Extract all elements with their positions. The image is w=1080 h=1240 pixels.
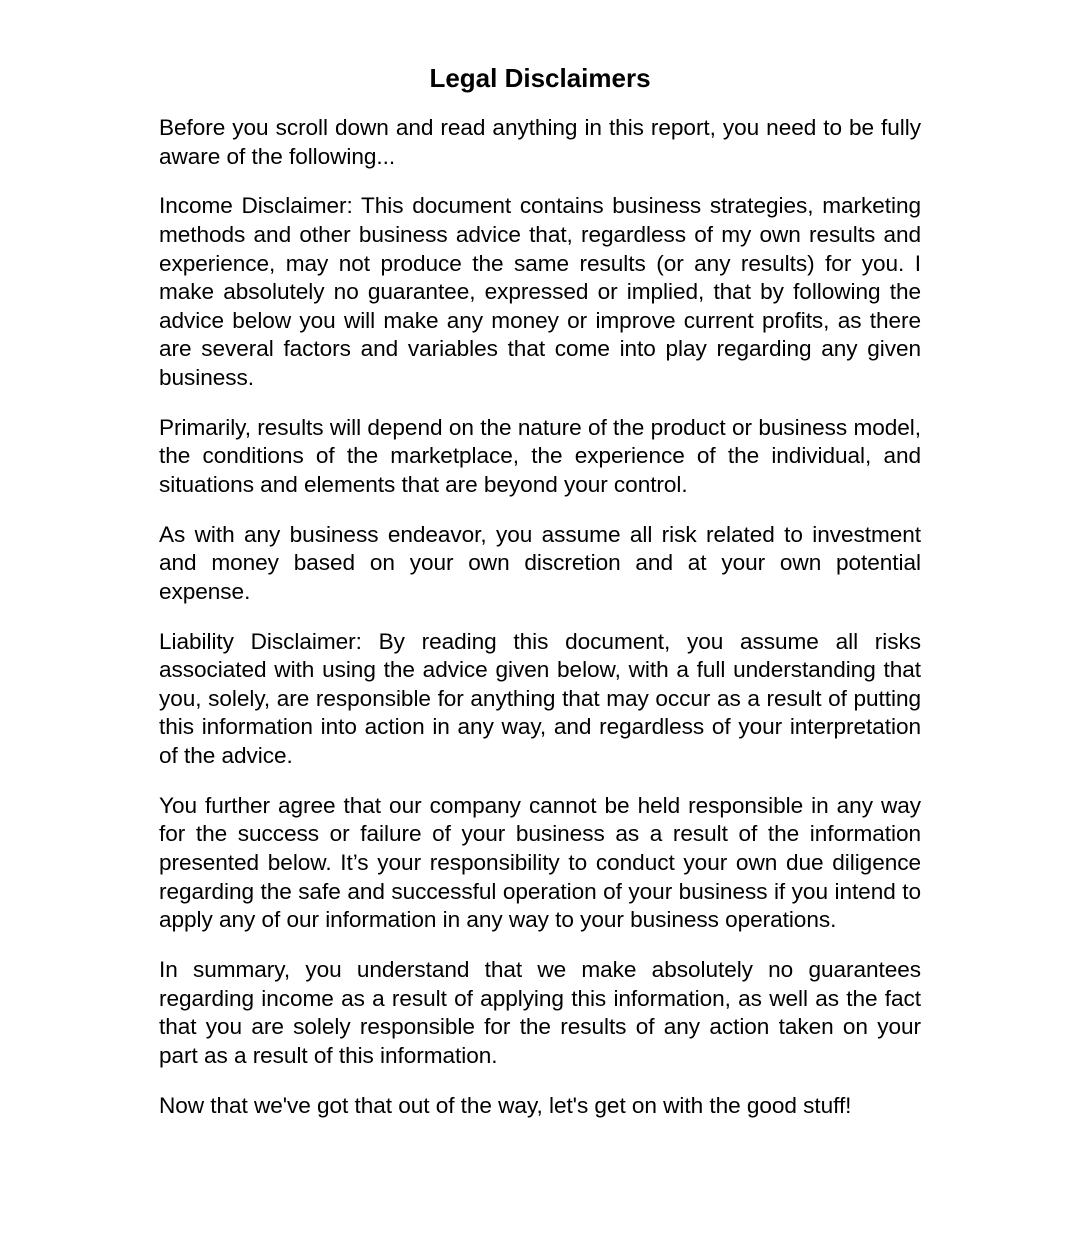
- summary-paragraph: In summary, you understand that we make absolutely no guarantees regarding income as a result of applying this information, as well as the fact that you are solely responsible for the results of any action taken on your part as a result of this information.: [159, 956, 921, 1068]
- company-responsibility-paragraph: You further agree that our company cannot be held responsible in any way for the success or failure of your business as a result of the information presented below. It’s your responsibility to conduct your own due diligence regarding the safe and successful operation of your business if you intend to apply any of our information in any way to your business operations.: [159, 792, 921, 933]
- page-title: Legal Disclaimers: [429, 63, 651, 93]
- liability-disclaimer-paragraph: Liability Disclaimer: By reading this document, you assume all risks associated with using the advice given below, with a full understanding that you, solely, are responsible for anything that may occur as a result of putting this information into action in any way, and regardless of your interpretation of the advice.: [159, 628, 921, 769]
- document-page: [159, 60, 921, 1141]
- closing-paragraph: Now that we've got that out of the way, let's get on with the good stuff!: [159, 1092, 852, 1118]
- intro-paragraph: Before you scroll down and read anything in this report, you need to be fully aware of the following...: [159, 115, 921, 169]
- income-disclaimer-paragraph: Income Disclaimer: This document contains business strategies, marketing methods and other business advice that, regardless of my own results and experience, may not produce the same results (or any results) for you. I make absolutely no guarantee, expressed or implied, that by following the advice below you will make any money or improve current profits, as there are several factors and variables that come into play regarding any given business.: [159, 193, 921, 390]
- risk-assumption-paragraph: As with any business endeavor, you assume all risk related to investment and money based on your own discretion and at your own potential expense.: [159, 521, 921, 604]
- results-dependency-paragraph: Primarily, results will depend on the nature of the product or business model, the conditions of the marketplace, the experience of the individual, and situations and elements that are beyond your control.: [159, 414, 921, 497]
